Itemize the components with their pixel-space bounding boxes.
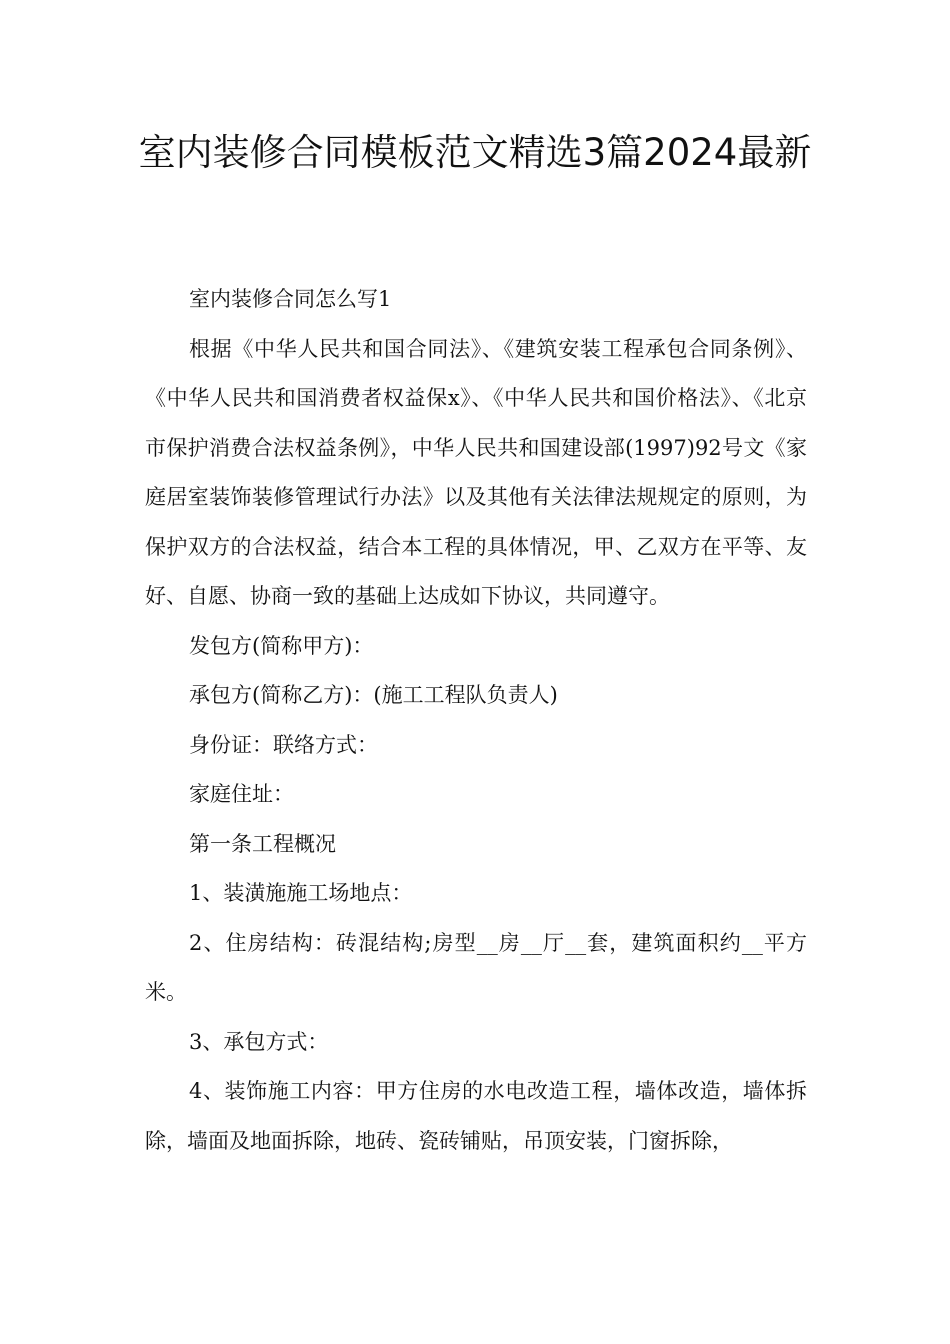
clause-item: 2、住房结构：砖混结构;房型__房__厅__套，建筑面积约__平方米。 bbox=[145, 930, 807, 1004]
document-title: 室内装修合同模板范文精选3篇2024最新 bbox=[138, 131, 812, 174]
clause-item: 4、装饰施工内容：甲方住房的水电改造工程，墙体改造，墙体拆除，墙面及地面拆除，地砖、瓷砖铺贴，吊顶安装，门窗拆除， bbox=[145, 1079, 807, 1153]
clause-item: 3、承包方式： bbox=[189, 1029, 329, 1054]
clause-item: 1、装潢施施工场地点： bbox=[189, 881, 413, 905]
address-line: 家庭住址： bbox=[189, 782, 294, 806]
document-body bbox=[145, 275, 807, 1166]
party-a-line: 发包方(简称甲方)： bbox=[189, 633, 374, 658]
party-b-line: 承包方(简称乙方)：(施工工程队负责人) bbox=[189, 683, 558, 707]
article-heading: 第一条工程概况 bbox=[189, 831, 336, 856]
section-heading: 室内装修合同怎么写1 bbox=[189, 287, 392, 311]
paragraph-preamble: 根据《中华人民共和国合同法》、《建筑安装工程承包合同条例》、《中华人民共和国消费者权益保x》、《中华人民共和国价格法》、《北京市保护消费合法权益条例》，中华人民共和国建设部(1997)92号文《家庭居室装饰装修管理试行办法》以及其他有关法律法规规定的原则，为保护双方的合法权益，结合本工程的具体情况，甲、乙双方在平等、友好、自愿、协商一致的基础上达成如下协议，共同遵守。 bbox=[145, 336, 807, 608]
id-contact-line: 身份证：联络方式： bbox=[189, 732, 378, 757]
